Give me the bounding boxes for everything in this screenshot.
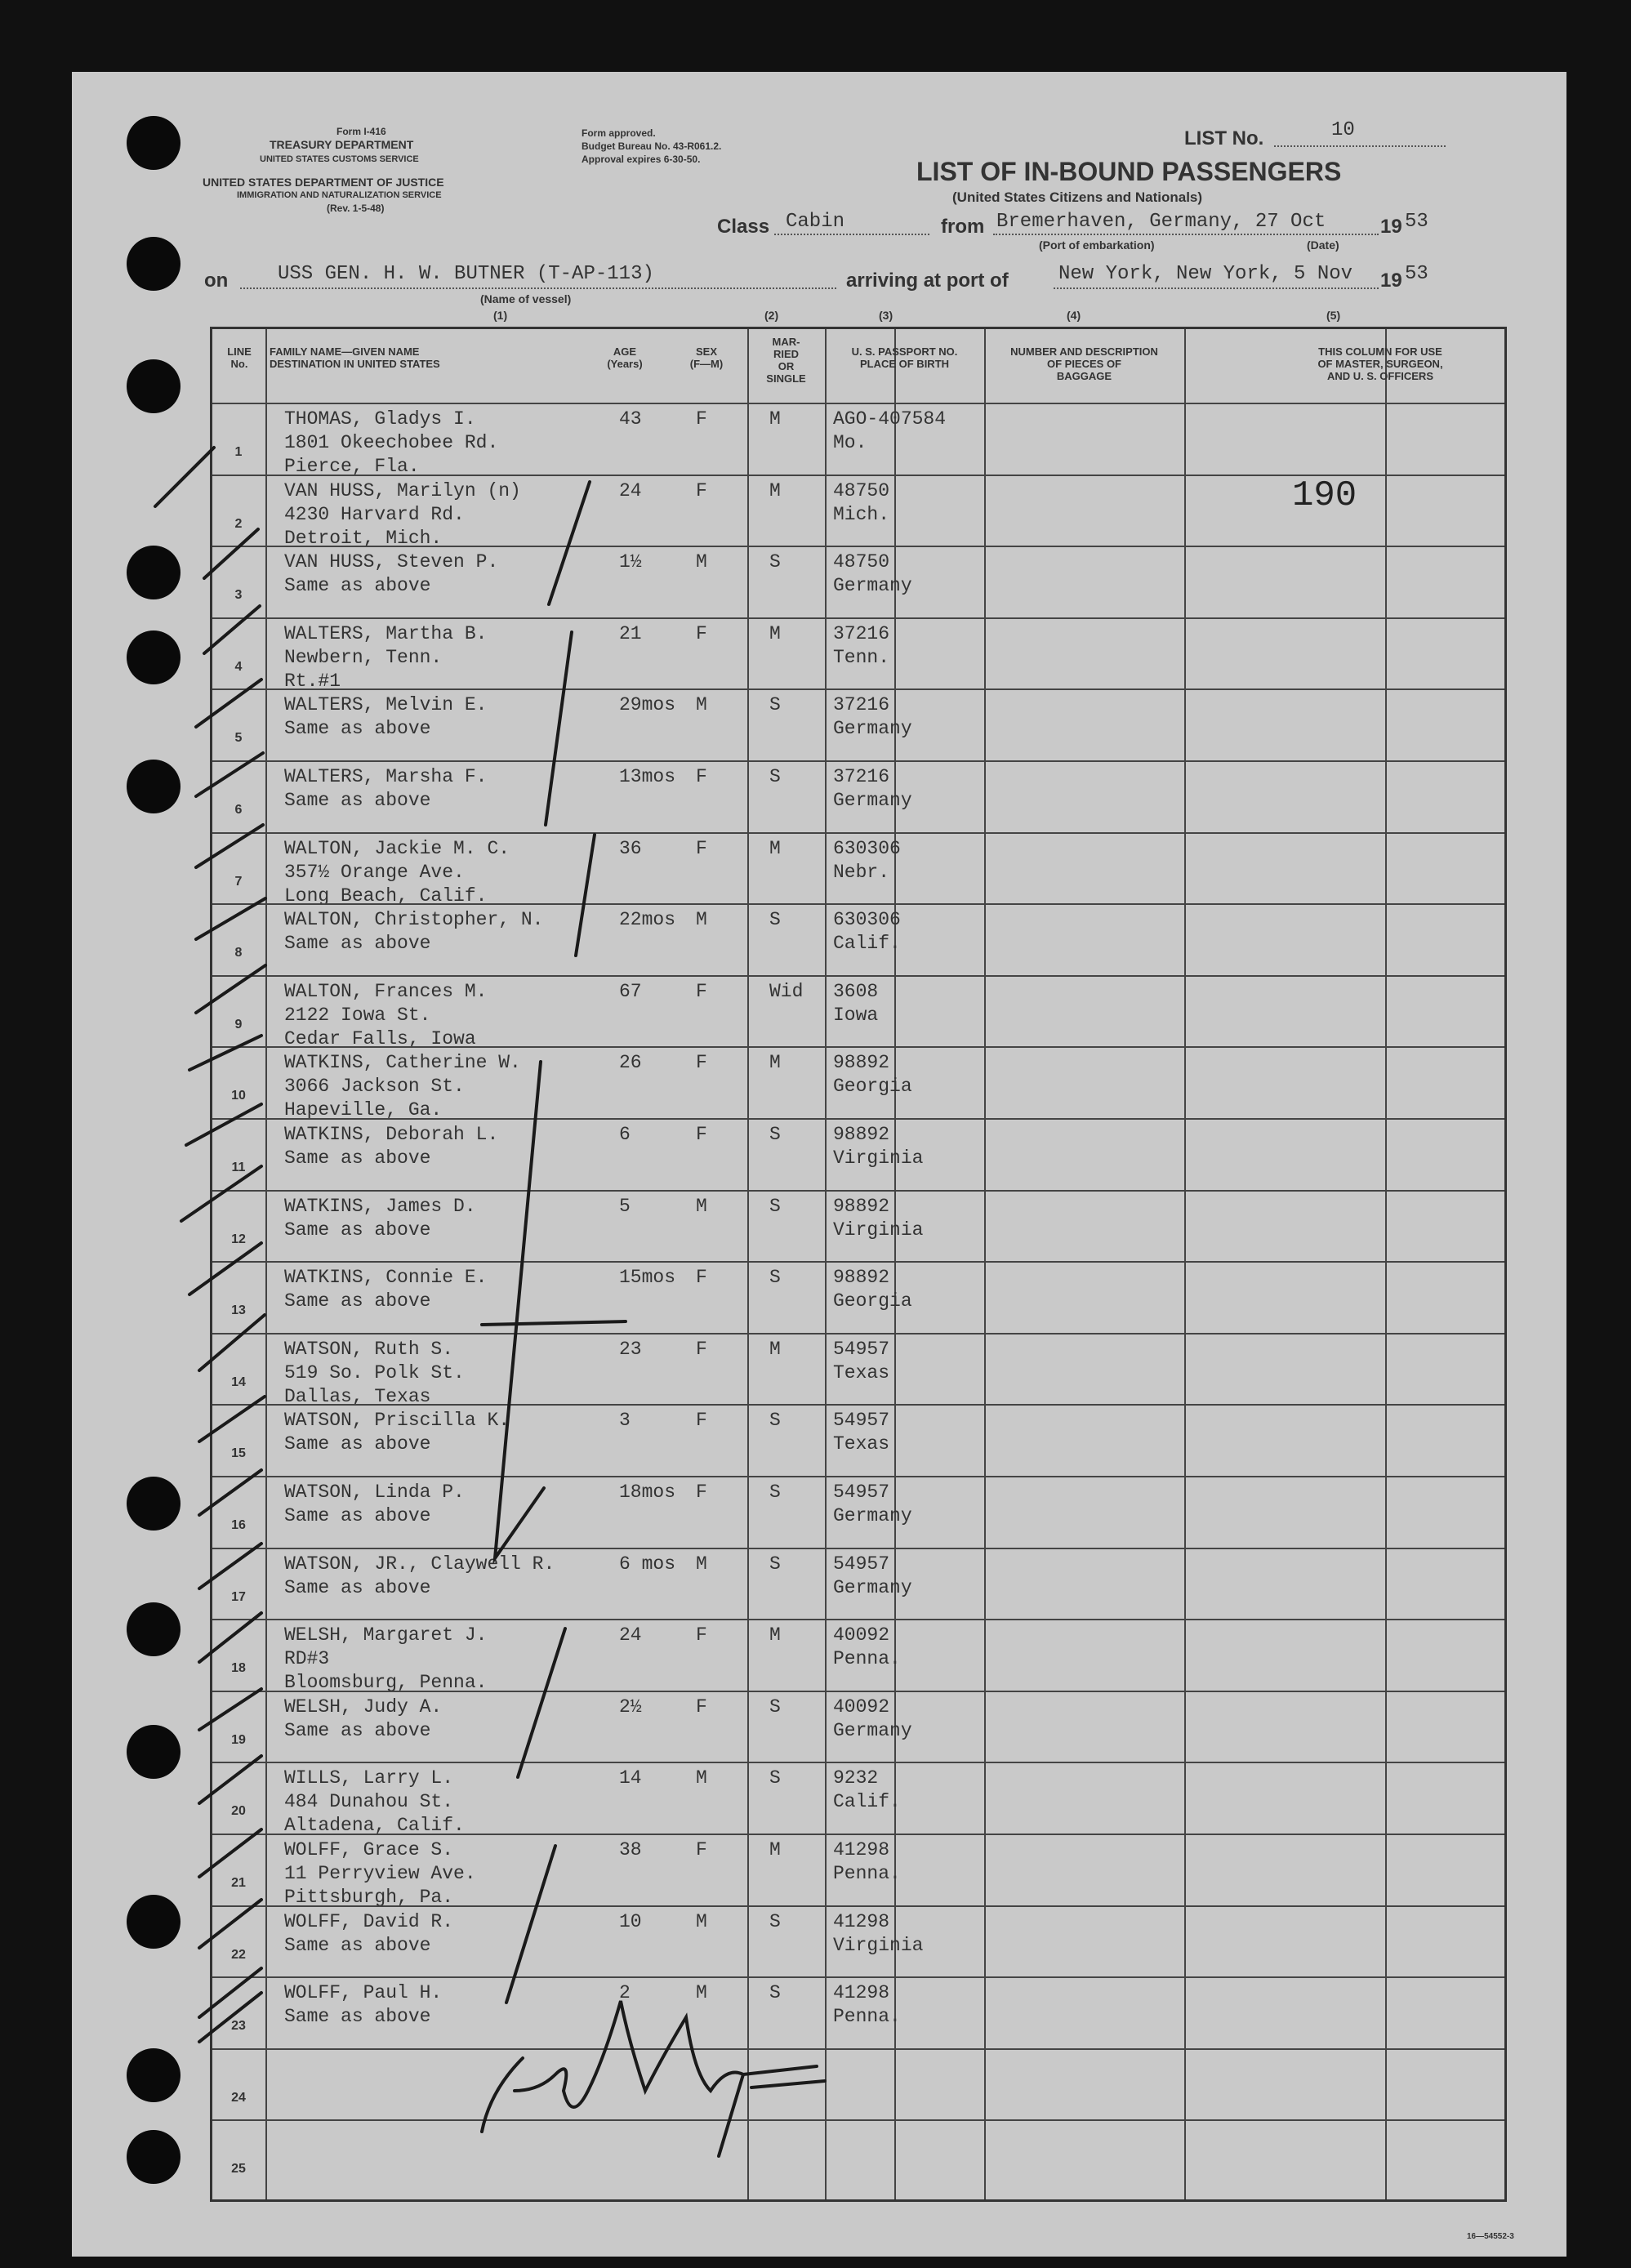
line-number: 18 [231,1661,246,1676]
passport-line: Germany [833,1505,912,1526]
passenger-age: 29mos [619,694,676,716]
passenger-name-line: WOLFF, Paul H. [284,1982,443,2004]
passenger-age: 38 [619,1839,642,1860]
passport-line: 98892 [833,1052,890,1074]
from-label: from [941,216,985,238]
passenger-age: 14 [619,1767,642,1789]
footer-code: 16—54552-3 [1467,2232,1514,2241]
passenger-marital-status: S [769,1767,781,1789]
passenger-sex: F [696,1695,707,1718]
passenger-sex: F [696,1267,707,1289]
col-num-1: (1) [493,309,508,322]
passenger-age: 23 [619,1338,642,1360]
passport-line: 54957 [833,1338,890,1360]
port-embarkation-caption: (Port of embarkation) [1039,238,1155,252]
line-number: 7 [234,874,243,889]
form-approved: Form approved. [582,127,656,139]
passenger-name-line: Same as above [284,1433,431,1455]
stamp-number: 190 [1292,475,1357,516]
passenger-marital-status: M [769,1839,781,1860]
line-number: 3 [234,588,243,603]
passenger-marital-status: S [769,1910,781,1932]
passenger-marital-status: M [769,622,781,644]
line-number: 8 [234,946,243,960]
passenger-age: 6 [619,1124,631,1145]
passenger-name-line: WATKINS, James D. [284,1195,476,1217]
passenger-name-line: 11 Perryview Ave. [284,1863,476,1884]
passenger-name-line: Same as above [284,790,431,811]
passenger-marital-status: M [769,1052,781,1074]
passenger-age: 2½ [619,1695,642,1718]
line-number: 24 [231,2090,246,2105]
passenger-marital-status: S [769,1482,781,1503]
passenger-marital-status: S [769,1553,781,1575]
passenger-name-line: Cedar Falls, Iowa [284,1027,476,1049]
passenger-name-line: Same as above [284,933,431,955]
vessel-caption: (Name of vessel) [480,292,572,305]
passenger-name-line: Same as above [284,1219,431,1241]
from-value: Bremerhaven, Germany, 27 Oct [996,211,1326,233]
passenger-name-line: Same as above [284,1147,431,1169]
passport-line: 9232 [833,1767,879,1789]
passenger-marital-status: M [769,1624,781,1646]
passenger-name-line: Same as above [284,1576,431,1598]
header-name: FAMILY NAME—GIVEN NAME DESTINATION IN UNITED STATES [270,345,440,370]
passport-line: 98892 [833,1195,890,1217]
passenger-name-line: WATKINS, Connie E. [284,1267,488,1289]
passenger-name-line: Rt.#1 [284,670,341,692]
passenger-name-line: RD#3 [284,1648,330,1670]
header-line-no: LINE No. [227,345,252,370]
passport-line: AGO-407584 [833,408,947,430]
justice-dept: UNITED STATES DEPARTMENT OF JUSTICE [203,176,444,189]
passenger-age: 18mos [619,1482,676,1503]
date-caption: (Date) [1307,238,1339,252]
passenger-name-line: WATKINS, Deborah L. [284,1124,499,1145]
passport-line: 37216 [833,694,890,716]
passenger-name-line: Same as above [284,1290,431,1312]
passport-line: Tenn. [833,646,890,668]
passenger-sex: M [696,551,707,573]
passenger-sex: F [696,1839,707,1860]
line-number: 25 [231,2162,246,2177]
col-num-4: (4) [1067,309,1081,322]
passenger-marital-status: M [769,1338,781,1360]
passenger-name-line: WATSON, Linda P. [284,1482,465,1503]
ins-service: IMMIGRATION AND NATURALIZATION SERVICE [237,190,442,200]
passport-line: Texas [833,1361,890,1384]
passenger-name-line: Newbern, Tenn. [284,646,443,668]
header-passport: U. S. PASSPORT NO. PLACE OF BIRTH [851,345,958,370]
class-value: Cabin [786,211,845,233]
col-num-5: (5) [1326,309,1341,322]
passport-line: 41298 [833,1910,890,1932]
passenger-name-line: WALTERS, Melvin E. [284,694,488,716]
passenger-age: 24 [619,1624,642,1646]
passenger-sex: M [696,694,707,716]
passenger-sex: F [696,766,707,787]
passenger-age: 2 [619,1982,631,2004]
line-number: 19 [231,1732,246,1747]
passport-line: 37216 [833,766,890,787]
passenger-marital-status: S [769,766,781,787]
line-number: 2 [234,516,243,531]
passenger-sex: M [696,1982,707,2004]
passenger-age: 67 [619,980,642,1002]
line-number: 22 [231,1947,246,1962]
passenger-sex: F [696,408,707,430]
passport-line: 3608 [833,980,879,1002]
passenger-name-line: WOLFF, Grace S. [284,1839,454,1860]
passport-line: Virginia [833,1934,924,1956]
passenger-name-line: Same as above [284,718,431,740]
passenger-name-line: WALTON, Jackie M. C. [284,837,510,859]
passport-line: Mich. [833,503,890,525]
line-number: 4 [234,659,243,674]
passenger-age: 15mos [619,1267,676,1289]
passport-line: Germany [833,718,912,740]
passenger-marital-status: S [769,1410,781,1432]
passport-line: Georgia [833,1290,912,1312]
header-officers: THIS COLUMN FOR USE OF MASTER, SURGEON, AND U. S. OFFICERS [1317,345,1443,382]
arrival-port: New York, New York, 5 Nov [1058,263,1353,285]
passenger-name-line: WATKINS, Catherine W. [284,1052,521,1074]
passenger-marital-status: S [769,694,781,716]
passenger-age: 10 [619,1910,642,1932]
passport-line: 48750 [833,479,890,501]
passport-line: Mo. [833,432,867,453]
passenger-sex: F [696,1410,707,1432]
passenger-name-line: Dallas, Texas [284,1385,431,1407]
passenger-name-line: WALTON, Frances M. [284,980,488,1002]
passenger-age: 26 [619,1052,642,1074]
passenger-name-line: WALTON, Christopher, N. [284,909,544,931]
line-number: 16 [231,1518,246,1532]
passenger-sex: M [696,1195,707,1217]
manifest-title: LIST OF IN-BOUND PASSENGERS [916,157,1342,186]
passport-line: 37216 [833,622,890,644]
passenger-name-line: Same as above [284,2006,431,2028]
passport-line: Germany [833,1719,912,1741]
passport-line: Virginia [833,1147,924,1169]
passenger-name-line: 484 Dunahou St. [284,1791,454,1813]
passenger-sex: M [696,1767,707,1789]
class-label: Class [717,216,770,238]
passenger-marital-status: M [769,408,781,430]
passport-line: Germany [833,1576,912,1598]
passenger-sex: F [696,622,707,644]
header-sex: SEX (F—M) [689,345,724,370]
passport-line: 48750 [833,551,890,573]
passenger-name-line: THOMAS, Gladys I. [284,408,476,430]
passport-line: 630306 [833,837,901,859]
passport-line: 54957 [833,1410,890,1432]
passenger-name-line: 519 So. Polk St. [284,1361,465,1384]
line-number: 9 [234,1017,243,1032]
passenger-marital-status: S [769,1267,781,1289]
on-label: on [204,270,229,292]
line-number: 17 [231,1589,246,1604]
passenger-marital-status: S [769,1124,781,1145]
passenger-name-line: Same as above [284,1934,431,1956]
passenger-name-line: 2122 Iowa St. [284,1004,431,1026]
list-no-value: 10 [1331,119,1355,141]
passenger-sex: F [696,479,707,501]
passenger-age: 3 [619,1410,631,1432]
header-baggage: NUMBER AND DESCRIPTION OF PIECES OF BAGGAGE [1010,345,1158,382]
passenger-age: 36 [619,837,642,859]
passport-line: 40092 [833,1695,890,1718]
passenger-name-line: Detroit, Mich. [284,527,443,549]
passenger-name-line: WALTERS, Marsha F. [284,766,488,787]
passport-line: 54957 [833,1553,890,1575]
passenger-name-line: WOLFF, David R. [284,1910,454,1932]
line-number: 15 [231,1446,246,1461]
passenger-age: 5 [619,1195,631,1217]
passenger-name-line: 4230 Harvard Rd. [284,503,465,525]
passenger-name-line: Pittsburgh, Pa. [284,1887,454,1908]
line-number: 5 [234,731,243,746]
passenger-name-line: Same as above [284,575,431,597]
passenger-marital-status: M [769,479,781,501]
revision: (Rev. 1-5-48) [327,203,385,214]
passport-line: Iowa [833,1004,879,1026]
passenger-marital-status: S [769,551,781,573]
passport-line: 40092 [833,1624,890,1646]
passenger-age: 43 [619,408,642,430]
passenger-age: 22mos [619,909,676,931]
passport-line: Calif. [833,933,901,955]
passenger-marital-status: Wid [769,980,804,1002]
passenger-age: 24 [619,479,642,501]
passenger-sex: F [696,1338,707,1360]
passport-line: Georgia [833,1076,912,1098]
header-age: AGE (Years) [607,345,643,370]
passport-line: Penna. [833,1648,901,1670]
passenger-marital-status: S [769,1982,781,2004]
passenger-name-line: Altadena, Calif. [284,1815,465,1837]
arrival-year-prefix: 19 [1380,270,1402,292]
passport-line: Germany [833,790,912,811]
line-number: 6 [234,803,243,817]
passenger-name-line: Hapeville, Ga. [284,1099,443,1121]
passenger-name-line: Bloomsburg, Penna. [284,1672,488,1694]
passenger-age: 21 [619,622,642,644]
passenger-name-line: WATSON, Priscilla K. [284,1410,510,1432]
approval-expires: Approval expires 6-30-50. [582,154,701,165]
passport-line: Germany [833,575,912,597]
passenger-name-line: 3066 Jackson St. [284,1076,465,1098]
passport-line: 98892 [833,1124,890,1145]
passport-line: 630306 [833,909,901,931]
col-num-3: (3) [879,309,893,322]
line-number: 13 [231,1303,246,1318]
passport-line: Calif. [833,1791,901,1813]
passenger-name-line: Same as above [284,1719,431,1741]
passenger-name-line: WATSON, JR., Claywell R. [284,1553,555,1575]
passport-line: Texas [833,1433,890,1455]
line-number: 1 [234,445,243,459]
arrival-year: 53 [1405,263,1428,285]
line-number: 14 [231,1375,246,1389]
customs-service: UNITED STATES CUSTOMS SERVICE [260,154,419,164]
header-married: MAR- RIED OR SINGLE [766,336,806,385]
vessel-name: USS GEN. H. W. BUTNER (T-AP-113) [278,263,654,285]
budget-bureau: Budget Bureau No. 43-R061.2. [582,140,722,152]
passenger-sex: M [696,1553,707,1575]
passenger-marital-status: M [769,837,781,859]
passenger-marital-status: S [769,1195,781,1217]
line-number: 12 [231,1232,246,1246]
passenger-sex: F [696,837,707,859]
passport-line: 41298 [833,1982,890,2004]
passport-line: Penna. [833,1863,901,1884]
passenger-name-line: WATSON, Ruth S. [284,1338,454,1360]
passenger-age: 13mos [619,766,676,787]
arriving-label: arriving at port of [846,270,1009,292]
passenger-name-line: WELSH, Margaret J. [284,1624,488,1646]
treasury-dept: TREASURY DEPARTMENT [270,138,414,151]
passenger-sex: M [696,1910,707,1932]
passenger-name-line: VAN HUSS, Marilyn (n) [284,479,521,501]
passenger-sex: F [696,980,707,1002]
passport-line: Nebr. [833,861,890,883]
passenger-marital-status: S [769,909,781,931]
line-number: 21 [231,1876,246,1890]
passenger-name-line: VAN HUSS, Steven P. [284,551,499,573]
passport-line: Virginia [833,1219,924,1241]
from-year-prefix: 19 [1380,216,1402,238]
passenger-sex: F [696,1124,707,1145]
col-num-2: (2) [764,309,779,322]
form-number: Form I-416 [336,126,386,137]
passport-line: 54957 [833,1482,890,1503]
line-number: 20 [231,1804,246,1819]
line-number: 23 [231,2019,246,2034]
passport-line: 98892 [833,1267,890,1289]
passenger-age: 6 mos [619,1553,676,1575]
manifest-subtitle: (United States Citizens and Nationals) [952,189,1203,205]
passenger-marital-status: S [769,1695,781,1718]
passenger-sex: M [696,909,707,931]
passenger-sex: F [696,1624,707,1646]
line-number: 11 [231,1161,246,1174]
passenger-sex: F [696,1482,707,1503]
passenger-name-line: WILLS, Larry L. [284,1767,454,1789]
passenger-age: 1½ [619,551,642,573]
passenger-sex: F [696,1052,707,1074]
passport-line: 41298 [833,1839,890,1860]
list-no-label: LIST No. [1184,127,1264,149]
line-number: 10 [231,1089,246,1103]
passenger-name-line: Pierce, Fla. [284,456,420,477]
passenger-name-line: Same as above [284,1505,431,1526]
passenger-name-line: 1801 Okeechobee Rd. [284,432,499,453]
from-year: 53 [1405,211,1428,233]
passenger-name-line: WALTERS, Martha B. [284,622,488,644]
passport-line: Penna. [833,2006,901,2028]
passenger-name-line: 357½ Orange Ave. [284,861,465,883]
passenger-name-line: WELSH, Judy A. [284,1695,443,1718]
passenger-name-line: Long Beach, Calif. [284,884,488,907]
